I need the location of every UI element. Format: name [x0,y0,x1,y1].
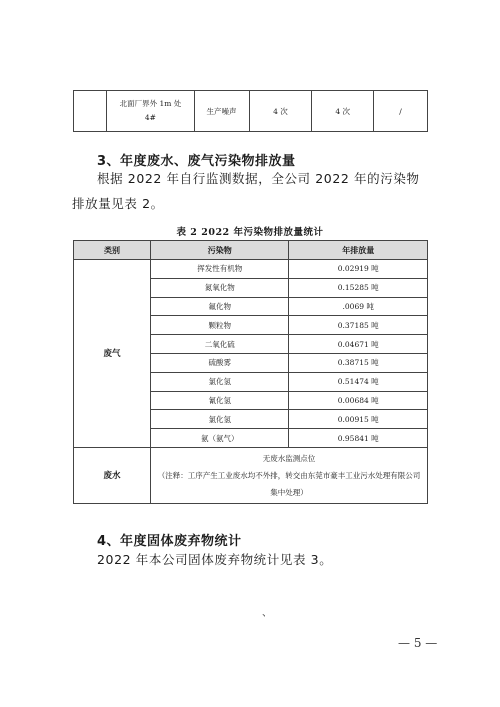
pollutant-name: 氮氧化物 [151,278,289,297]
pollutant-name: 氰化氢 [151,391,289,410]
pollutant-name: 氯化氢 [151,372,289,391]
header-pollutant: 污染物 [151,241,289,260]
pollutant-emission-table [73,240,428,504]
note-cell: / [374,91,428,132]
pollutant-amount: 0.02919 吨 [289,260,428,279]
pollutant-name: 硫酸雾 [151,353,289,372]
pollutant-amount: 0.15285 吨 [289,278,428,297]
monitoring-location-cell [107,91,194,132]
pollutant-amount: 0.38715 吨 [289,353,428,372]
table-cell-empty [74,91,107,132]
table-row [74,447,428,503]
waste-water-note-cell [151,447,428,503]
planned-count-cell: 4 次 [249,91,312,132]
stray-mark: 、 [262,608,272,619]
pollutant-name: 氟化物 [151,297,289,316]
pollutant-amount: 0.00915 吨 [289,410,428,429]
table2-title: 表 2 2022 年污染物排放量统计 [176,227,324,238]
location-line2: 4# [144,113,156,122]
header-annual-amount: 年排放量 [289,241,428,260]
pollutant-amount: 0.04671 吨 [289,335,428,354]
seal-stamp-fragment [482,266,500,356]
category-waste-water: 废水 [74,447,151,503]
waste-water-annotation: （注释：工序产生工业废水均不外排，转交由东莞市豪丰工业污水处理有限公司集中处理） [157,470,421,497]
pollutant-amount: 0.37185 吨 [289,316,428,335]
location-line1: 北面厂界外 1m 处 [119,99,182,108]
section4-paragraph: 2022 年本公司固体废弃物统计见表 3。 [97,552,333,567]
pollutant-amount: 0.95841 吨 [289,429,428,448]
section4-heading: 4、年度固体废弃物统计 [97,534,242,549]
page-number: — 5 — [398,636,438,650]
waste-water-status: 无废水监测点位 [262,453,316,463]
pollutant-amount: 0.51474 吨 [289,372,428,391]
pollutant-name: 颗粒物 [151,316,289,335]
pollutant-name: 挥发性有机物 [151,260,289,279]
pollutant-name: 氨（氨气） [151,429,289,448]
section3-paragraph: 根据 2022 年自行监测数据，全公司 2022 年的污染物排放量见表 2。 [72,171,420,211]
pollutant-name: 二氧化硫 [151,335,289,354]
pollutant-amount: 0.00684 吨 [289,391,428,410]
category-waste-gas: 废气 [74,260,151,448]
pollutant-amount: .0069 吨 [289,297,428,316]
section3-heading: 3、年度废水、废气污染物排放量 [97,154,296,169]
table-header-row [74,241,428,260]
actual-count-cell: 4 次 [312,91,374,132]
noise-monitoring-table-continued [73,90,428,132]
table-row [74,260,428,279]
noise-source-cell: 生产噪声 [194,91,249,132]
table-row [74,91,428,132]
header-category: 类别 [74,241,151,260]
pollutant-name: 氯化氢 [151,410,289,429]
